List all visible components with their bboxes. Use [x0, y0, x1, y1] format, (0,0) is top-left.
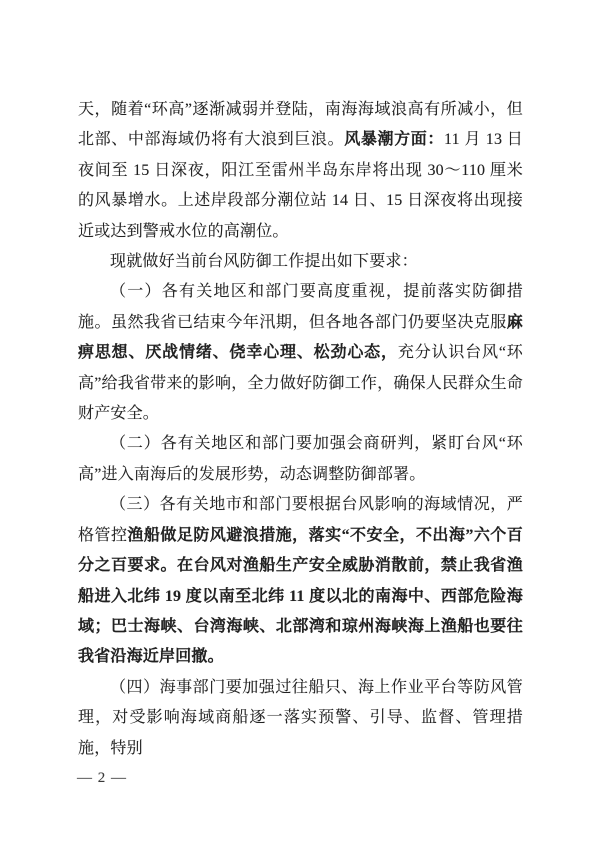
document-body — [78, 95, 523, 764]
text-segment-bold: 麻痹思想、厌战情绪、侥幸心理、松劲心态， — [78, 313, 523, 362]
paragraph — [78, 673, 523, 764]
text-segment: 充分认识台风“环高”给我省带来的影响，全力做好防御工作，确保人民群众生命财产安全。 — [78, 344, 523, 423]
text-segment: （三）各有关地市和部门要根据台风影响的海域情况，严格管控 — [78, 496, 523, 544]
paragraph — [78, 490, 523, 672]
text-segment-bold: 渔船做足防风避浪措施，落实“不安全，不出海”六个百分之百要求。在台风对渔船生产安全威胁消散前，禁止我省渔船进入北纬 19 度以南至北纬 11 度以北的南海中、西部危险海域；巴士海峡、台湾海峡、北部湾和琼州海峡海上渔船也要往我省沿海近岸回撤。 — [78, 526, 523, 666]
page-number: — 2 — — [77, 770, 127, 786]
text-segment-bold: 风暴潮方面： — [344, 131, 445, 149]
text-segment: 现就做好当前台风防御工作提出如下要求： — [110, 253, 418, 271]
paragraph — [78, 247, 523, 277]
paragraph — [78, 429, 523, 490]
paragraph — [78, 277, 523, 429]
text-segment: （一）各有关地区和部门要高度重视，提前落实防御措施。虽然我省已结束今年汛期，但各地各部门仍要坚决克服 — [78, 283, 523, 331]
text-segment: 11 月 13 日夜间至 15 日深夜，阳江至雷州半岛东岸将出现 30～110 厘米的风暴增水。上述岸段部分潮位站 14 日、15 日深夜将出现接近或达到警戒水位的高潮位。 — [78, 131, 523, 240]
text-segment: 天，随着“环高”逐渐减弱并登陆，南海海域浪高有所减小，但北部、中部海域仍将有大浪到巨浪。 — [78, 101, 523, 149]
text-segment: （四）海事部门要加强过往船只、海上作业平台等防风管理，对受影响海域商船逐一落实预警、引导、监督、管理措施，特别 — [78, 678, 523, 757]
paragraph — [78, 95, 523, 247]
text-segment: （二）各有关地区和部门要加强会商研判，紧盯台风“环高”进入南海后的发展形势，动态调整防御部署。 — [78, 435, 523, 483]
